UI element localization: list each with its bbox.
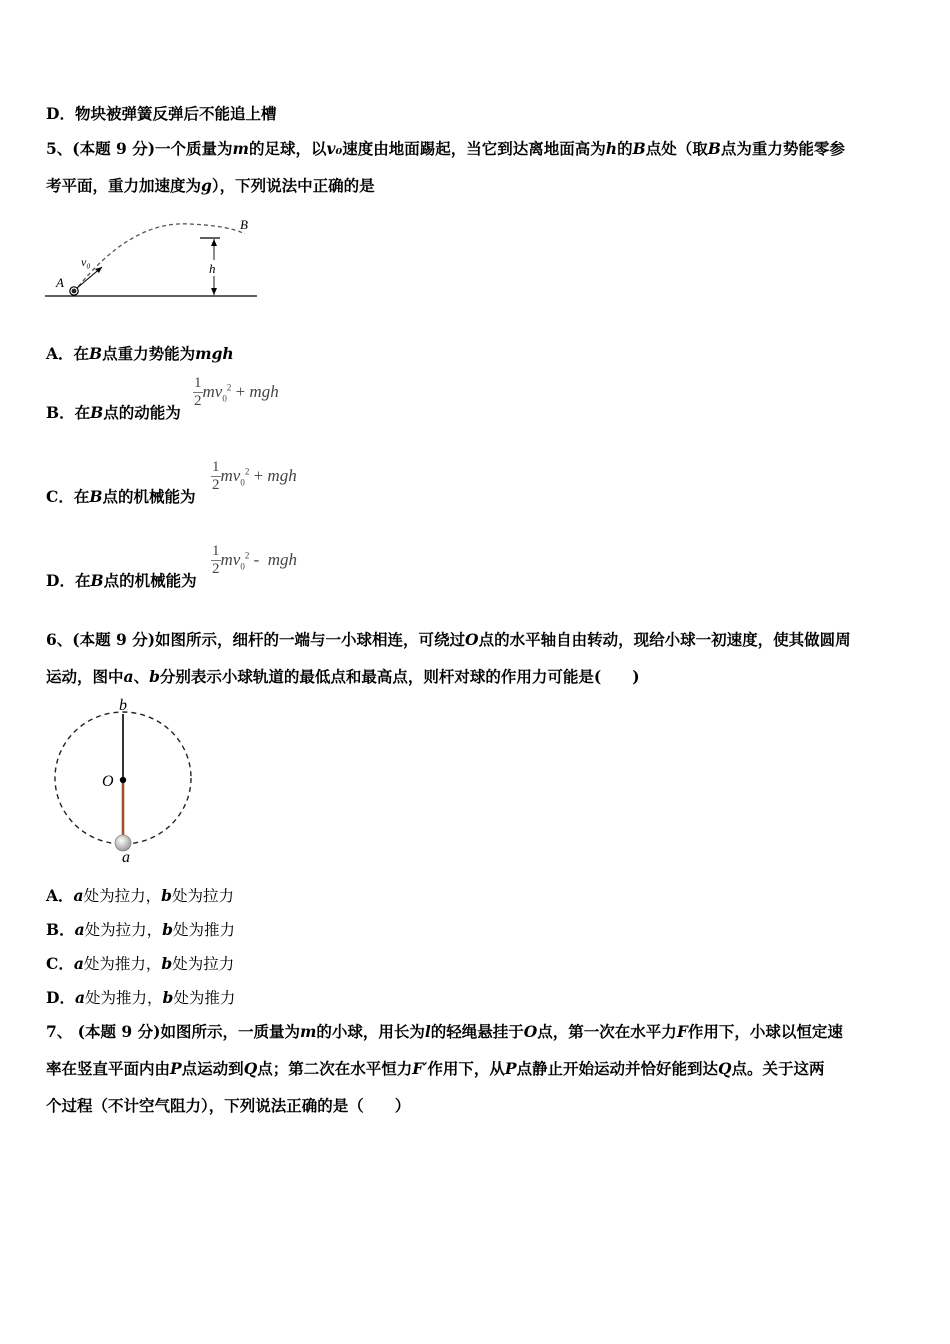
text: 点的机械能为 xyxy=(102,487,196,506)
q7-header: 7、 (本题 9 分) xyxy=(46,1022,161,1041)
op: + xyxy=(249,465,268,485)
text: 点；第二次在水平恒力 xyxy=(257,1059,413,1078)
text: 点静止开始运动并恰好能到达 xyxy=(516,1059,718,1078)
q7-stem-line1 xyxy=(46,1020,843,1042)
sub: 0 xyxy=(240,561,245,572)
text: 在 xyxy=(74,403,91,422)
expr: mv xyxy=(220,465,241,485)
var: v₀ xyxy=(326,139,343,158)
var: a xyxy=(74,920,85,939)
var: Q xyxy=(718,1059,732,1078)
q5-stem-line2 xyxy=(46,174,375,196)
var: b xyxy=(162,988,174,1007)
q4-option-d xyxy=(46,102,276,124)
var: P xyxy=(170,1059,182,1078)
expression xyxy=(220,549,298,572)
text: 处为拉力， xyxy=(84,921,163,939)
text: 的轻绳悬挂于 xyxy=(430,1022,524,1041)
fraction xyxy=(193,375,203,410)
q7-stem-line3 xyxy=(46,1094,410,1116)
pivot-point xyxy=(120,777,126,783)
option-label: C． xyxy=(46,487,74,506)
text: 率在竖直平面内由 xyxy=(46,1059,171,1078)
fraction xyxy=(211,459,221,494)
expr: mgh xyxy=(267,465,297,485)
option-label: B． xyxy=(46,920,75,939)
label-B: B xyxy=(240,217,248,232)
var: O xyxy=(523,1022,538,1041)
option-text: 物块被弹簧反弹后不能追上槽 xyxy=(74,104,277,123)
text: 个过程（不计空气阻力），下列说法正确的是（ ） xyxy=(46,1096,411,1115)
text: 作用下，小球以恒定速 xyxy=(687,1022,843,1041)
text: 点的水平轴自由转动，现给小球一初速度，使其做圆周 xyxy=(478,630,851,649)
option-label: A． xyxy=(46,886,74,905)
q5-option-c-formula xyxy=(211,459,297,494)
expr: mgh xyxy=(249,381,279,401)
text: 处为拉力， xyxy=(83,887,162,905)
q5-option-c[interactable] xyxy=(46,485,195,507)
var: B xyxy=(89,344,103,363)
text: 点的动能为 xyxy=(103,403,181,422)
text: 的 xyxy=(617,139,633,158)
frac-num: 1 xyxy=(194,375,202,391)
frac-num: 1 xyxy=(212,543,220,559)
text: 的小球，用长为 xyxy=(316,1022,425,1041)
text: 点重力势能为 xyxy=(102,344,196,363)
var: O xyxy=(465,630,479,649)
q5-option-b[interactable] xyxy=(46,401,181,423)
var: h xyxy=(605,139,618,158)
op: + xyxy=(231,381,250,401)
q6-circle-figure xyxy=(48,694,198,866)
text: 处为推力， xyxy=(83,955,162,973)
text: ），下列说法中正确的是 xyxy=(211,176,375,195)
text: 考平面，重力加速度为 xyxy=(46,176,202,195)
label-A: A xyxy=(56,275,64,290)
text: 在 xyxy=(73,344,90,363)
expr: mv xyxy=(220,549,241,569)
text: 作用下，从 xyxy=(427,1059,505,1078)
ball-shade xyxy=(72,289,77,294)
height-arrowhead-up-icon xyxy=(211,239,217,246)
value: mgh xyxy=(195,344,234,363)
q6-option-b[interactable] xyxy=(46,918,235,940)
label-O: O xyxy=(102,773,114,790)
q5-option-b-formula xyxy=(193,375,279,410)
var: b xyxy=(149,667,160,686)
text: 处为拉力 xyxy=(172,955,235,973)
text: 运动，图中 xyxy=(46,667,124,686)
text: 点，第一次在水平力 xyxy=(537,1022,677,1041)
var: b xyxy=(161,886,172,905)
text: 处为推力， xyxy=(85,989,163,1007)
option-label: D． xyxy=(46,571,75,590)
var: l xyxy=(424,1022,431,1041)
label-v0: v₀ xyxy=(81,255,91,269)
trajectory-dashed xyxy=(74,224,245,292)
var: B xyxy=(707,139,721,158)
text: 速度由地面踢起，当它到达离地面高为 xyxy=(342,139,606,158)
text: 如图所示，细杆的一端与一小球相连，可绕过 xyxy=(155,630,466,649)
expression xyxy=(202,381,279,404)
expression xyxy=(220,465,297,488)
q5-option-d[interactable] xyxy=(46,569,197,591)
q5-option-a[interactable] xyxy=(46,342,234,364)
q6-stem-line2 xyxy=(46,665,640,687)
var: b xyxy=(162,920,174,939)
text: 处为拉力 xyxy=(171,887,234,905)
q6-header: 6、(本题 9 分) xyxy=(46,630,156,649)
expr: mgh xyxy=(267,549,298,569)
q5-projectile-figure xyxy=(40,210,265,305)
sup: 2 xyxy=(226,382,232,393)
text: 分别表示小球轨道的最低点和最高点，则杆对球的作用力可能是( ) xyxy=(159,667,640,686)
option-label: A． xyxy=(46,344,74,363)
var: m xyxy=(299,1022,317,1041)
var: a xyxy=(74,988,85,1007)
frac-den: 2 xyxy=(212,477,220,493)
label-h: h xyxy=(209,261,216,276)
q5-stem-line1 xyxy=(46,137,845,159)
text: 处为推力 xyxy=(173,989,236,1007)
option-label: B． xyxy=(46,403,75,422)
q6-option-c[interactable] xyxy=(46,952,234,974)
q6-stem-line1 xyxy=(46,628,851,650)
var: m xyxy=(232,139,249,158)
q7-stem-line2 xyxy=(46,1057,825,1079)
var: F xyxy=(676,1022,688,1041)
var: B xyxy=(90,403,104,422)
var: B xyxy=(89,487,103,506)
var: P xyxy=(504,1059,517,1078)
q5-option-d-formula xyxy=(211,543,297,578)
frac-den: 2 xyxy=(194,393,202,409)
text: 点。关于这两 xyxy=(731,1059,825,1078)
var: B xyxy=(90,571,104,590)
var: B xyxy=(632,139,646,158)
text: 在 xyxy=(73,487,90,506)
var: a xyxy=(73,886,84,905)
var: a xyxy=(73,954,84,973)
frac-den: 2 xyxy=(212,561,220,577)
q6-option-d[interactable] xyxy=(46,986,235,1008)
option-label: C． xyxy=(46,954,74,973)
text: 处为推力 xyxy=(173,921,236,939)
op: - xyxy=(249,549,268,569)
q5-header: 5、(本题 9 分) xyxy=(46,139,156,158)
text: 点的机械能为 xyxy=(103,571,197,590)
text: 点处（取 xyxy=(645,139,708,158)
text: 如图所示，一质量为 xyxy=(160,1022,300,1041)
text: 一个质量为 xyxy=(155,139,233,158)
expr: mv xyxy=(202,381,223,401)
height-arrowhead-down-icon xyxy=(211,288,217,295)
text: 在 xyxy=(74,571,91,590)
option-label: D． xyxy=(46,104,75,123)
q6-option-a[interactable] xyxy=(46,884,234,906)
text: 点运动到 xyxy=(181,1059,244,1078)
text: 的足球，以 xyxy=(248,139,327,158)
var: Q xyxy=(243,1059,258,1078)
option-label: D． xyxy=(46,988,75,1007)
text: 点为重力势能零参 xyxy=(720,139,845,158)
var: a xyxy=(123,667,134,686)
sub: 0 xyxy=(240,477,245,488)
label-a: a xyxy=(122,849,130,866)
fraction xyxy=(211,543,221,578)
var: F′ xyxy=(412,1059,428,1078)
var: g xyxy=(201,176,212,195)
sub: 0 xyxy=(222,393,227,404)
sup: 2 xyxy=(244,550,250,561)
sup: 2 xyxy=(244,466,250,477)
frac-num: 1 xyxy=(212,459,220,475)
label-b: b xyxy=(119,697,127,714)
text: 、 xyxy=(133,667,150,686)
var: b xyxy=(161,954,173,973)
